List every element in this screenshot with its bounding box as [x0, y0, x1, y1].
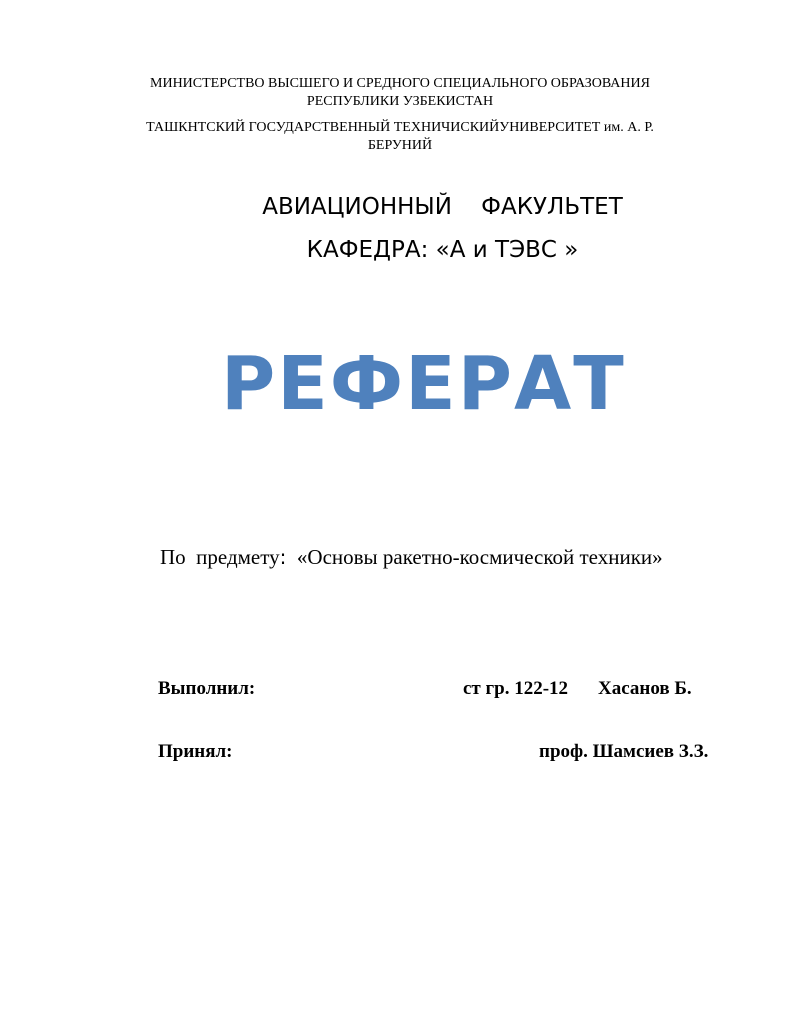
- subject-colon: :: [279, 545, 287, 569]
- performed-by-label: Выполнил:: [158, 678, 256, 699]
- accepted-by-label: Принял:: [158, 741, 233, 762]
- document-type-title: РЕФЕРАТ: [221, 341, 626, 427]
- ministry-heading-line-2: РЕСПУБЛИКИ УЗБЕКИСТАН: [306, 94, 494, 109]
- department-title: КАФЕДРА: «А и ТЭВС »: [306, 237, 579, 263]
- student-group: ст гр. 122-12: [463, 678, 569, 699]
- faculty-title: АВИАЦИОННЫЙ ФАКУЛЬТЕТ: [262, 194, 623, 220]
- subject-prefix: По предмету: [160, 545, 280, 569]
- student-name: Хасанов Б.: [598, 678, 692, 699]
- ministry-heading-line-1: МИНИСТЕРСТВО ВЫСШЕГО И СРЕДНОГО СПЕЦИАЛЬНОГО ОБРАЗОВАНИЯ: [150, 76, 650, 91]
- subject-name: «Основы ракетно-космической техники»: [286, 545, 663, 569]
- subject-line: [160, 544, 663, 570]
- university-heading-line-1: ТАШКНТСКИЙ ГОСУДАРСТВЕННЫЙ ТЕХНИЧИСКИЙУНИВЕРСИТЕТ им. А. Р.: [146, 120, 654, 135]
- professor-name: проф. Шамсиев З.З.: [539, 741, 709, 762]
- university-heading-line-2: БЕРУНИЙ: [367, 138, 433, 153]
